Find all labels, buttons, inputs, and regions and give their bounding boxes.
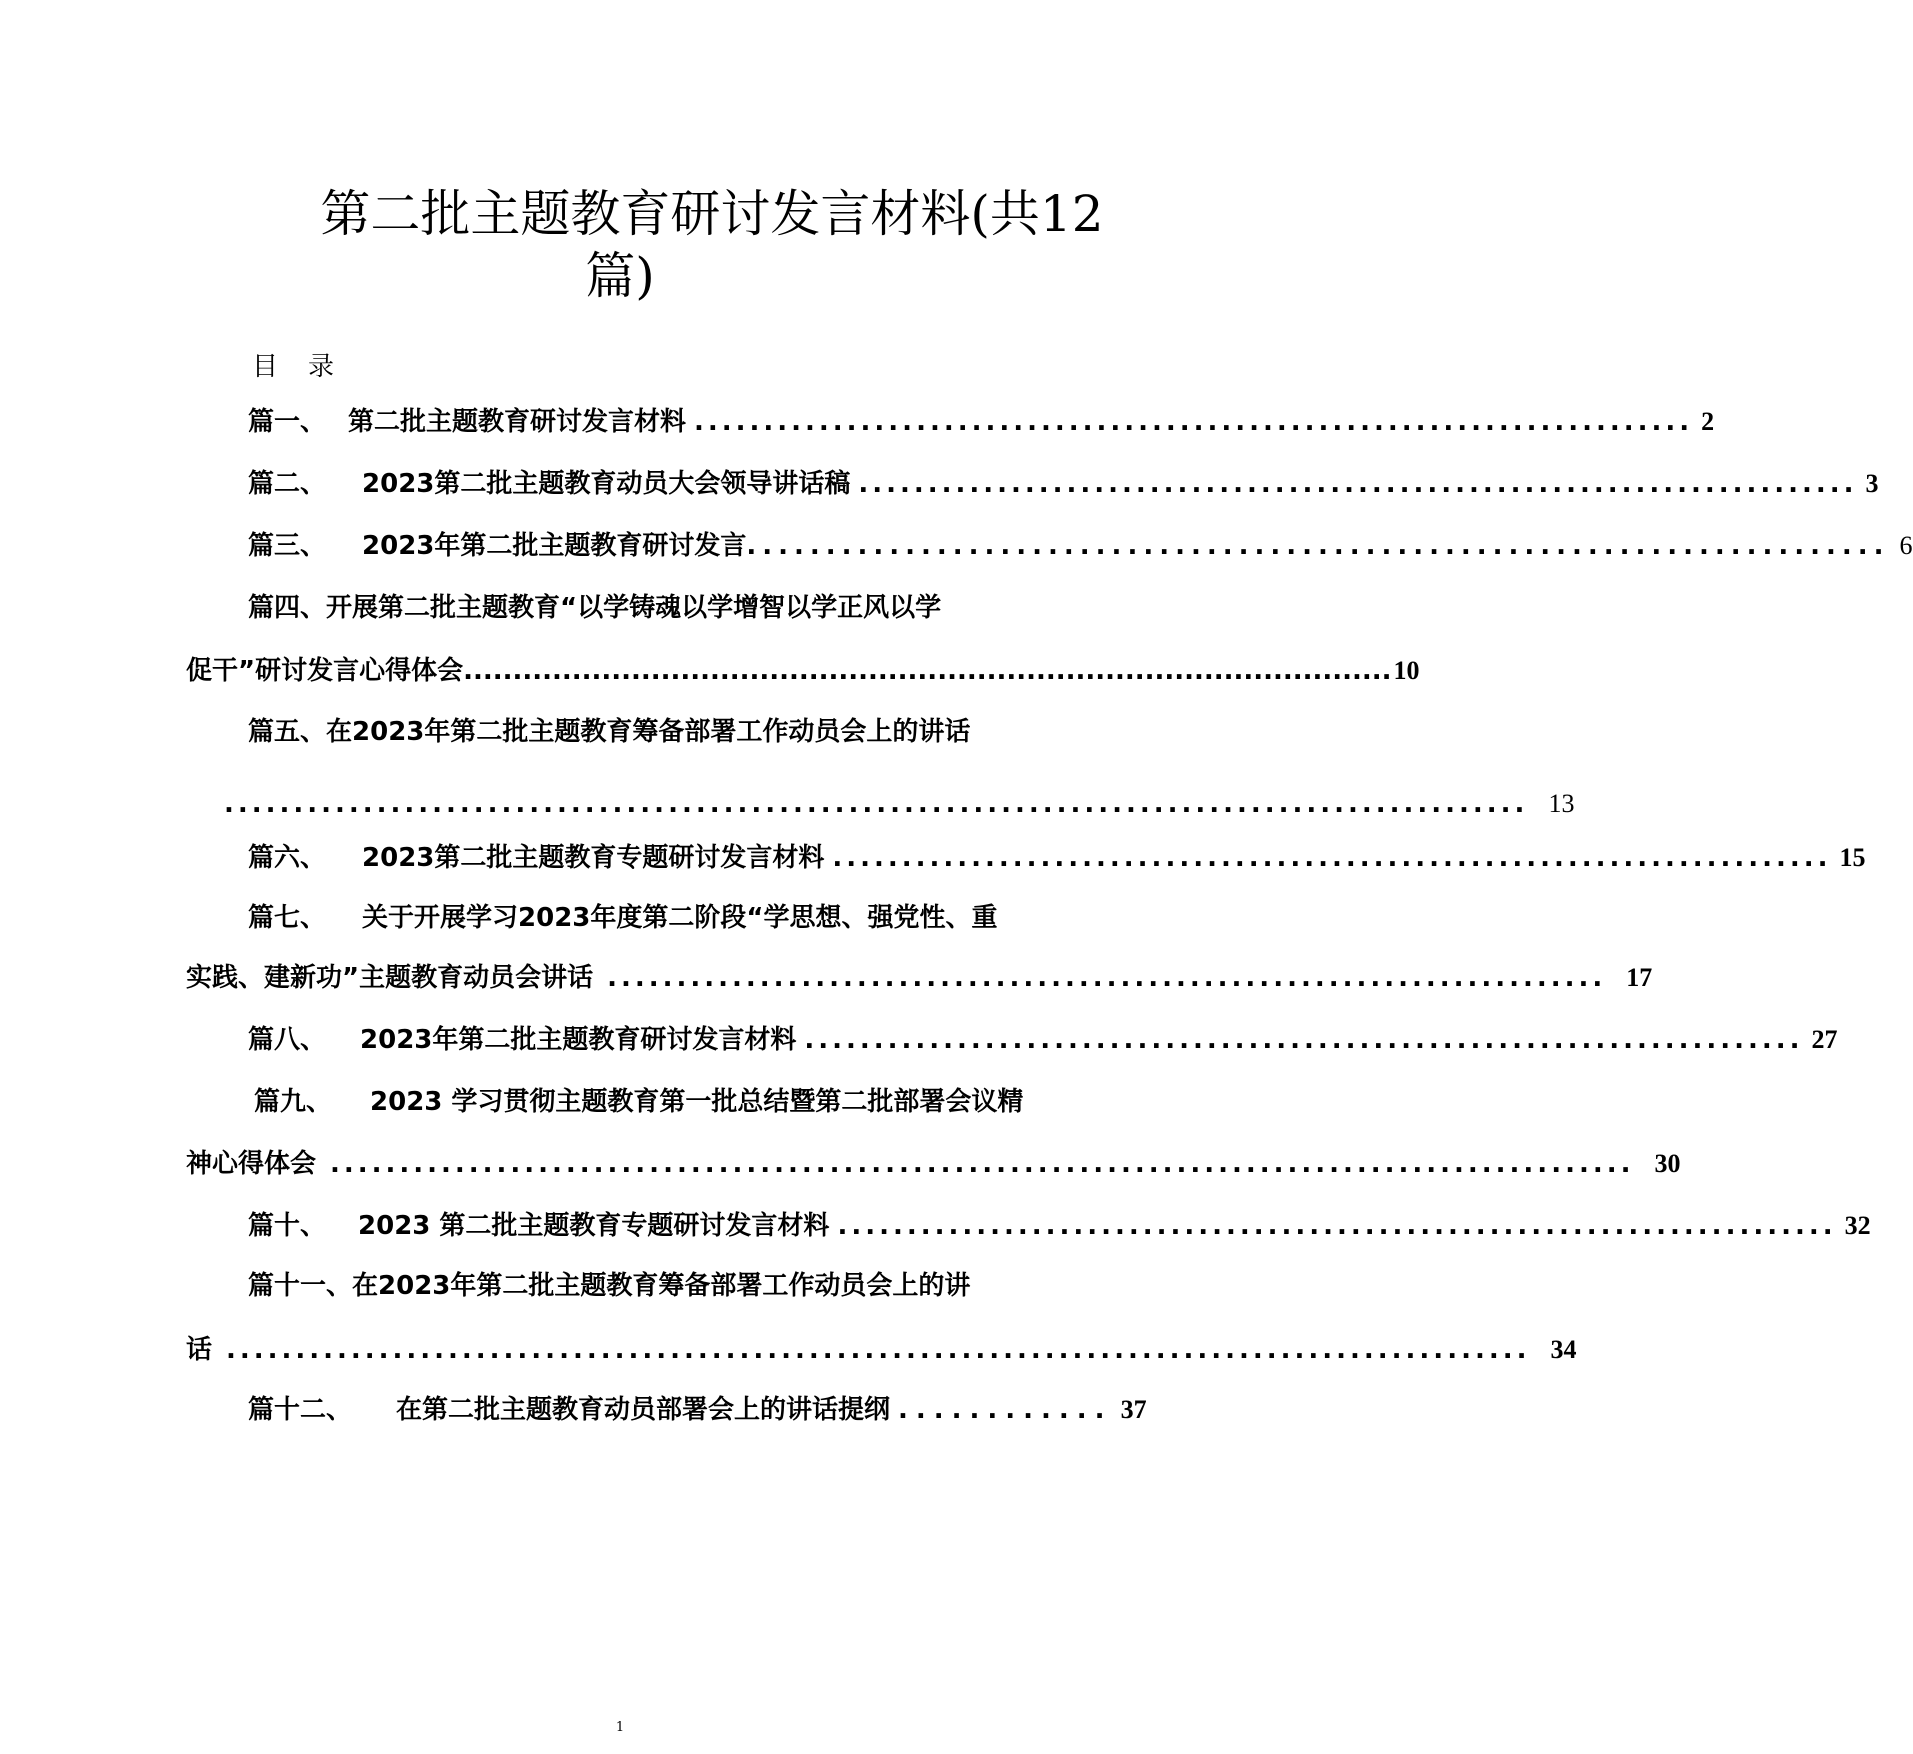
toc-entry-page: 34 [1550,1335,1577,1364]
toc-entry-title-line-1: 在2023年第二批主题教育筹备部署工作动员会上的讲 [352,1271,971,1301]
toc-entry-6[interactable] [248,840,1866,876]
toc-entry-title: 2023第二批主题教育动员大会领导讲话稿 [362,469,851,499]
toc-entry-page: 30 [1654,1149,1681,1178]
title-line-2: 篇) [585,247,655,305]
title-line-1: 第二批主题教育研讨发言材料(共12 [320,185,1104,243]
toc-leader-dots: .............................................................................................. [463,656,1392,686]
toc-leader-dots: ........................................................................ [607,963,1607,993]
toc-entry-page: 10 [1393,656,1420,685]
toc-leader-dots: ........................................................................ [746,531,1890,561]
toc-entry-2[interactable] [248,466,1879,502]
toc-entry-title-line-2: 实践、建新功”主题教育动员会讲话 [186,963,594,993]
toc-entry-4[interactable] [248,590,941,626]
toc-entry-title: 在第二批主题教育动员部署会上的讲话提纲 [396,1395,891,1425]
toc-entry-page: 15 [1839,843,1866,872]
toc-entry-5-cont[interactable] [224,786,1575,822]
toc-entry-page: 32 [1844,1211,1871,1240]
page-number-footer: 1 [615,1720,625,1735]
toc-heading: 目录 [252,352,365,382]
toc-entry-number: 篇八、 [248,1025,327,1055]
toc-leader-dots: ............ [898,1395,1113,1425]
toc-leader-dots: ........................................................................ [694,407,1694,437]
toc-entry-8[interactable] [248,1022,1838,1058]
toc-entry-number: 篇十一、 [248,1271,353,1301]
toc-entry-3[interactable] [248,528,1913,564]
toc-entry-page: 13 [1548,789,1575,818]
toc-entry-title-line-1: 关于开展学习2023年度第二阶段“学思想、强党性、重 [362,903,998,933]
toc-entry-title: 2023 第二批主题教育专题研讨发言材料 [358,1211,830,1241]
toc-entry-number: 篇一、 [248,407,327,437]
toc-entry-number: 篇七、 [248,903,327,933]
toc-leader-dots: .............................................................................................. [224,789,1529,819]
toc-entry-number: 篇九、 [254,1087,333,1117]
toc-leader-dots: ........................................................................ [804,1025,1804,1055]
toc-entry-number: 篇十二、 [248,1395,353,1425]
toc-entry-page: 2 [1701,407,1715,436]
toc-entry-title: 2023年第二批主题教育研讨发言材料 [360,1025,797,1055]
toc-entry-9[interactable] [254,1084,1023,1120]
toc-leader-dots: .............................................................................................. [226,1335,1531,1365]
toc-entry-7-cont[interactable] [186,960,1653,996]
toc-entry-page: 3 [1865,469,1879,498]
toc-entry-title-line-1: 在2023年第二批主题教育筹备部署工作动员会上的讲话 [326,717,971,747]
toc-entry-page: 27 [1811,1025,1838,1054]
toc-entry-title: 2023年第二批主题教育研讨发言 [362,531,747,561]
toc-entry-page: 6 [1899,531,1913,560]
toc-entry-title-line-2: 话 [186,1335,213,1365]
toc-entry-title: 2023第二批主题教育专题研讨发言材料 [362,843,825,873]
toc-entry-page: 17 [1626,963,1653,992]
toc-entry-9-cont[interactable] [186,1146,1681,1182]
toc-entry-page: 37 [1120,1395,1147,1424]
toc-entry-number: 篇二、 [248,469,327,499]
toc-entry-number: 篇五、 [248,717,327,747]
toc-entry-1[interactable] [248,404,1715,440]
toc-entry-title-line-2: 促干”研讨发言心得体会 [186,656,464,686]
toc-leader-dots: ........................................................................ [837,1211,1837,1241]
toc-entry-number: 篇十、 [248,1211,327,1241]
toc-entry-number: 篇六、 [248,843,327,873]
toc-entry-title: 第二批主题教育研讨发言材料 [348,407,687,437]
toc-entry-title-line-1: 2023 学习贯彻主题教育第一批总结暨第二批部署会议精 [370,1087,1024,1117]
toc-entry-4-cont[interactable] [186,653,1420,689]
toc-entry-10[interactable] [248,1208,1871,1244]
toc-entry-title-line-1: 开展第二批主题教育“以学铸魂以学增智以学正风以学 [326,593,942,623]
toc-entry-title-line-2: 神心得体会 [186,1149,317,1179]
toc-entry-11-cont[interactable] [186,1332,1577,1368]
toc-entry-number: 篇四、 [248,593,327,623]
toc-entry-5[interactable] [248,714,970,750]
toc-leader-dots: ........................................................................ [832,843,1832,873]
toc-leader-dots: ........................................................................ [858,469,1858,499]
toc-entry-11[interactable] [248,1268,970,1304]
toc-entry-7[interactable] [248,900,997,936]
toc-entry-number: 篇三、 [248,531,327,561]
toc-entry-12[interactable] [248,1392,1147,1428]
toc-leader-dots: .............................................................................................. [330,1149,1635,1179]
